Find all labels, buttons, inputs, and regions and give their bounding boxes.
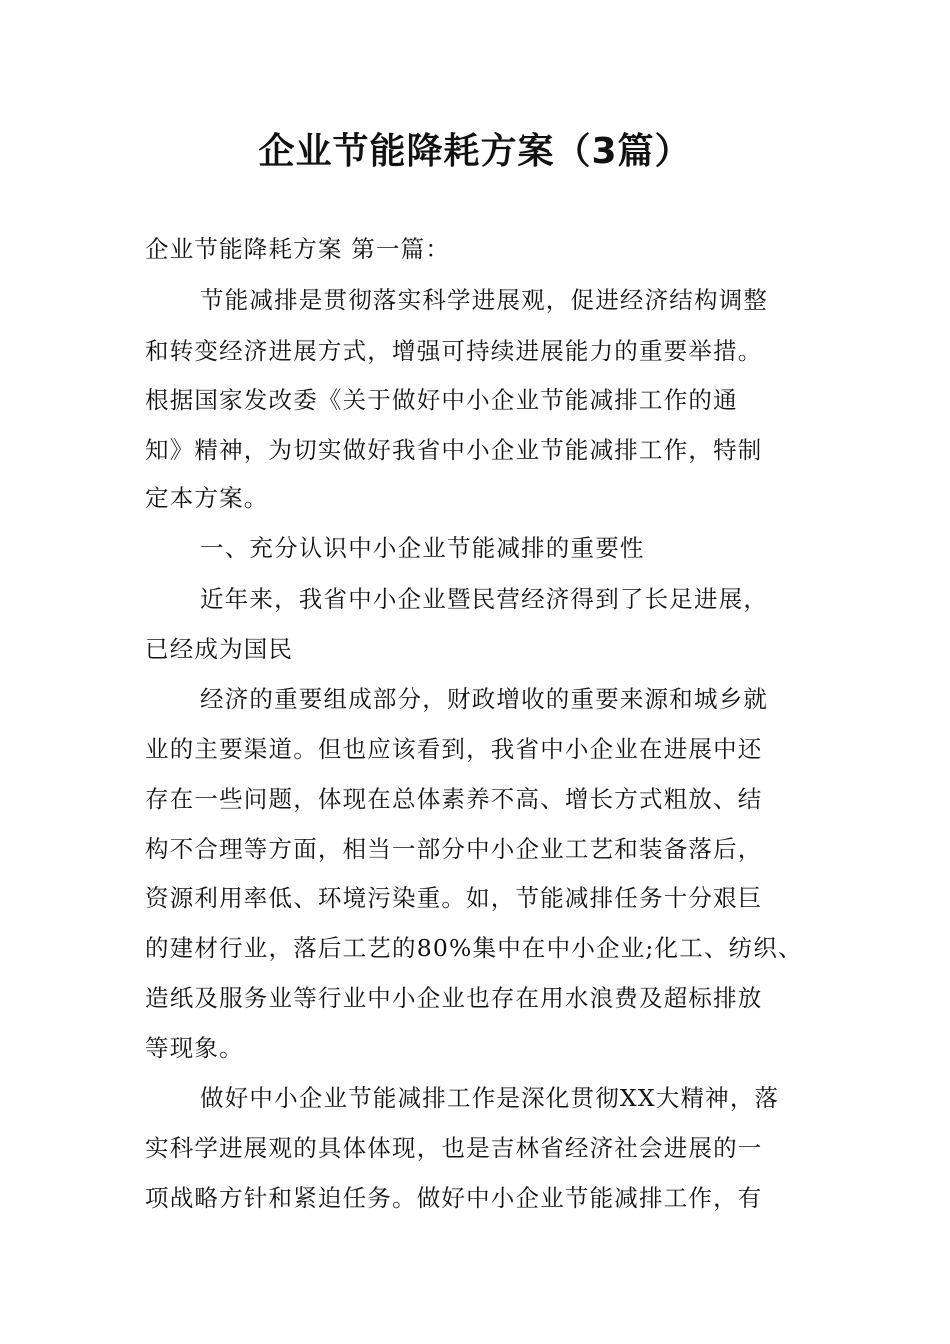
paragraph-line: 已经成为国民 bbox=[145, 635, 294, 663]
paragraph-line: 构不合理等方面，相当一部分中小企业工艺和装备落后， bbox=[145, 835, 763, 863]
paragraph-line: 等现象。 bbox=[145, 1034, 244, 1062]
paragraph-line: 节能减排是贯彻落实科学进展观，促进经济结构调整 bbox=[200, 286, 769, 314]
paragraph-line: 实科学进展观的具体体现，也是吉林省经济社会进展的一 bbox=[145, 1134, 763, 1162]
paragraph-line: 资源利用率低、环境污染重。如，节能减排任务十分艰巨 bbox=[145, 884, 763, 912]
section-heading: 企业节能降耗方案 第一篇： bbox=[145, 235, 451, 263]
paragraph-line: 造纸及服务业等行业中小企业也存在用水浪费及超标排放 bbox=[145, 984, 763, 1012]
paragraph-line: 定本方案。 bbox=[145, 484, 269, 512]
paragraph-line: 项战略方针和紧迫任务。做好中小企业节能减排工作，有 bbox=[145, 1184, 763, 1212]
paragraph-line: 存在一些问题，体现在总体素养不高、增长方式粗放、结 bbox=[145, 785, 763, 813]
document-title: 企业节能降耗方案（3篇） bbox=[258, 131, 692, 172]
paragraph-line: 做好中小企业节能减排工作是深化贯彻XX大精神，落 bbox=[200, 1084, 780, 1112]
paragraph-line: 的建材行业，落后工艺的80%集中在中小企业;化工、纺织、 bbox=[145, 934, 803, 962]
paragraph-line: 近年来，我省中小企业暨民营经济得到了长足进展， bbox=[200, 585, 769, 613]
paragraph-line: 知》精神，为切实做好我省中小企业节能减排工作，特制 bbox=[145, 436, 763, 464]
paragraph-line: 和转变经济进展方式，增强可持续进展能力的重要举措。 bbox=[145, 337, 763, 365]
subsection-heading: 一、充分认识中小企业节能减排的重要性 bbox=[200, 534, 645, 562]
paragraph-line: 经济的重要组成部分，财政增收的重要来源和城乡就 bbox=[200, 685, 769, 713]
paragraph-line: 根据国家发改委《关于做好中小企业节能减排工作的通 bbox=[145, 386, 738, 414]
paragraph-line: 业的主要渠道。但也应该看到，我省中小企业在进展中还 bbox=[145, 735, 763, 763]
